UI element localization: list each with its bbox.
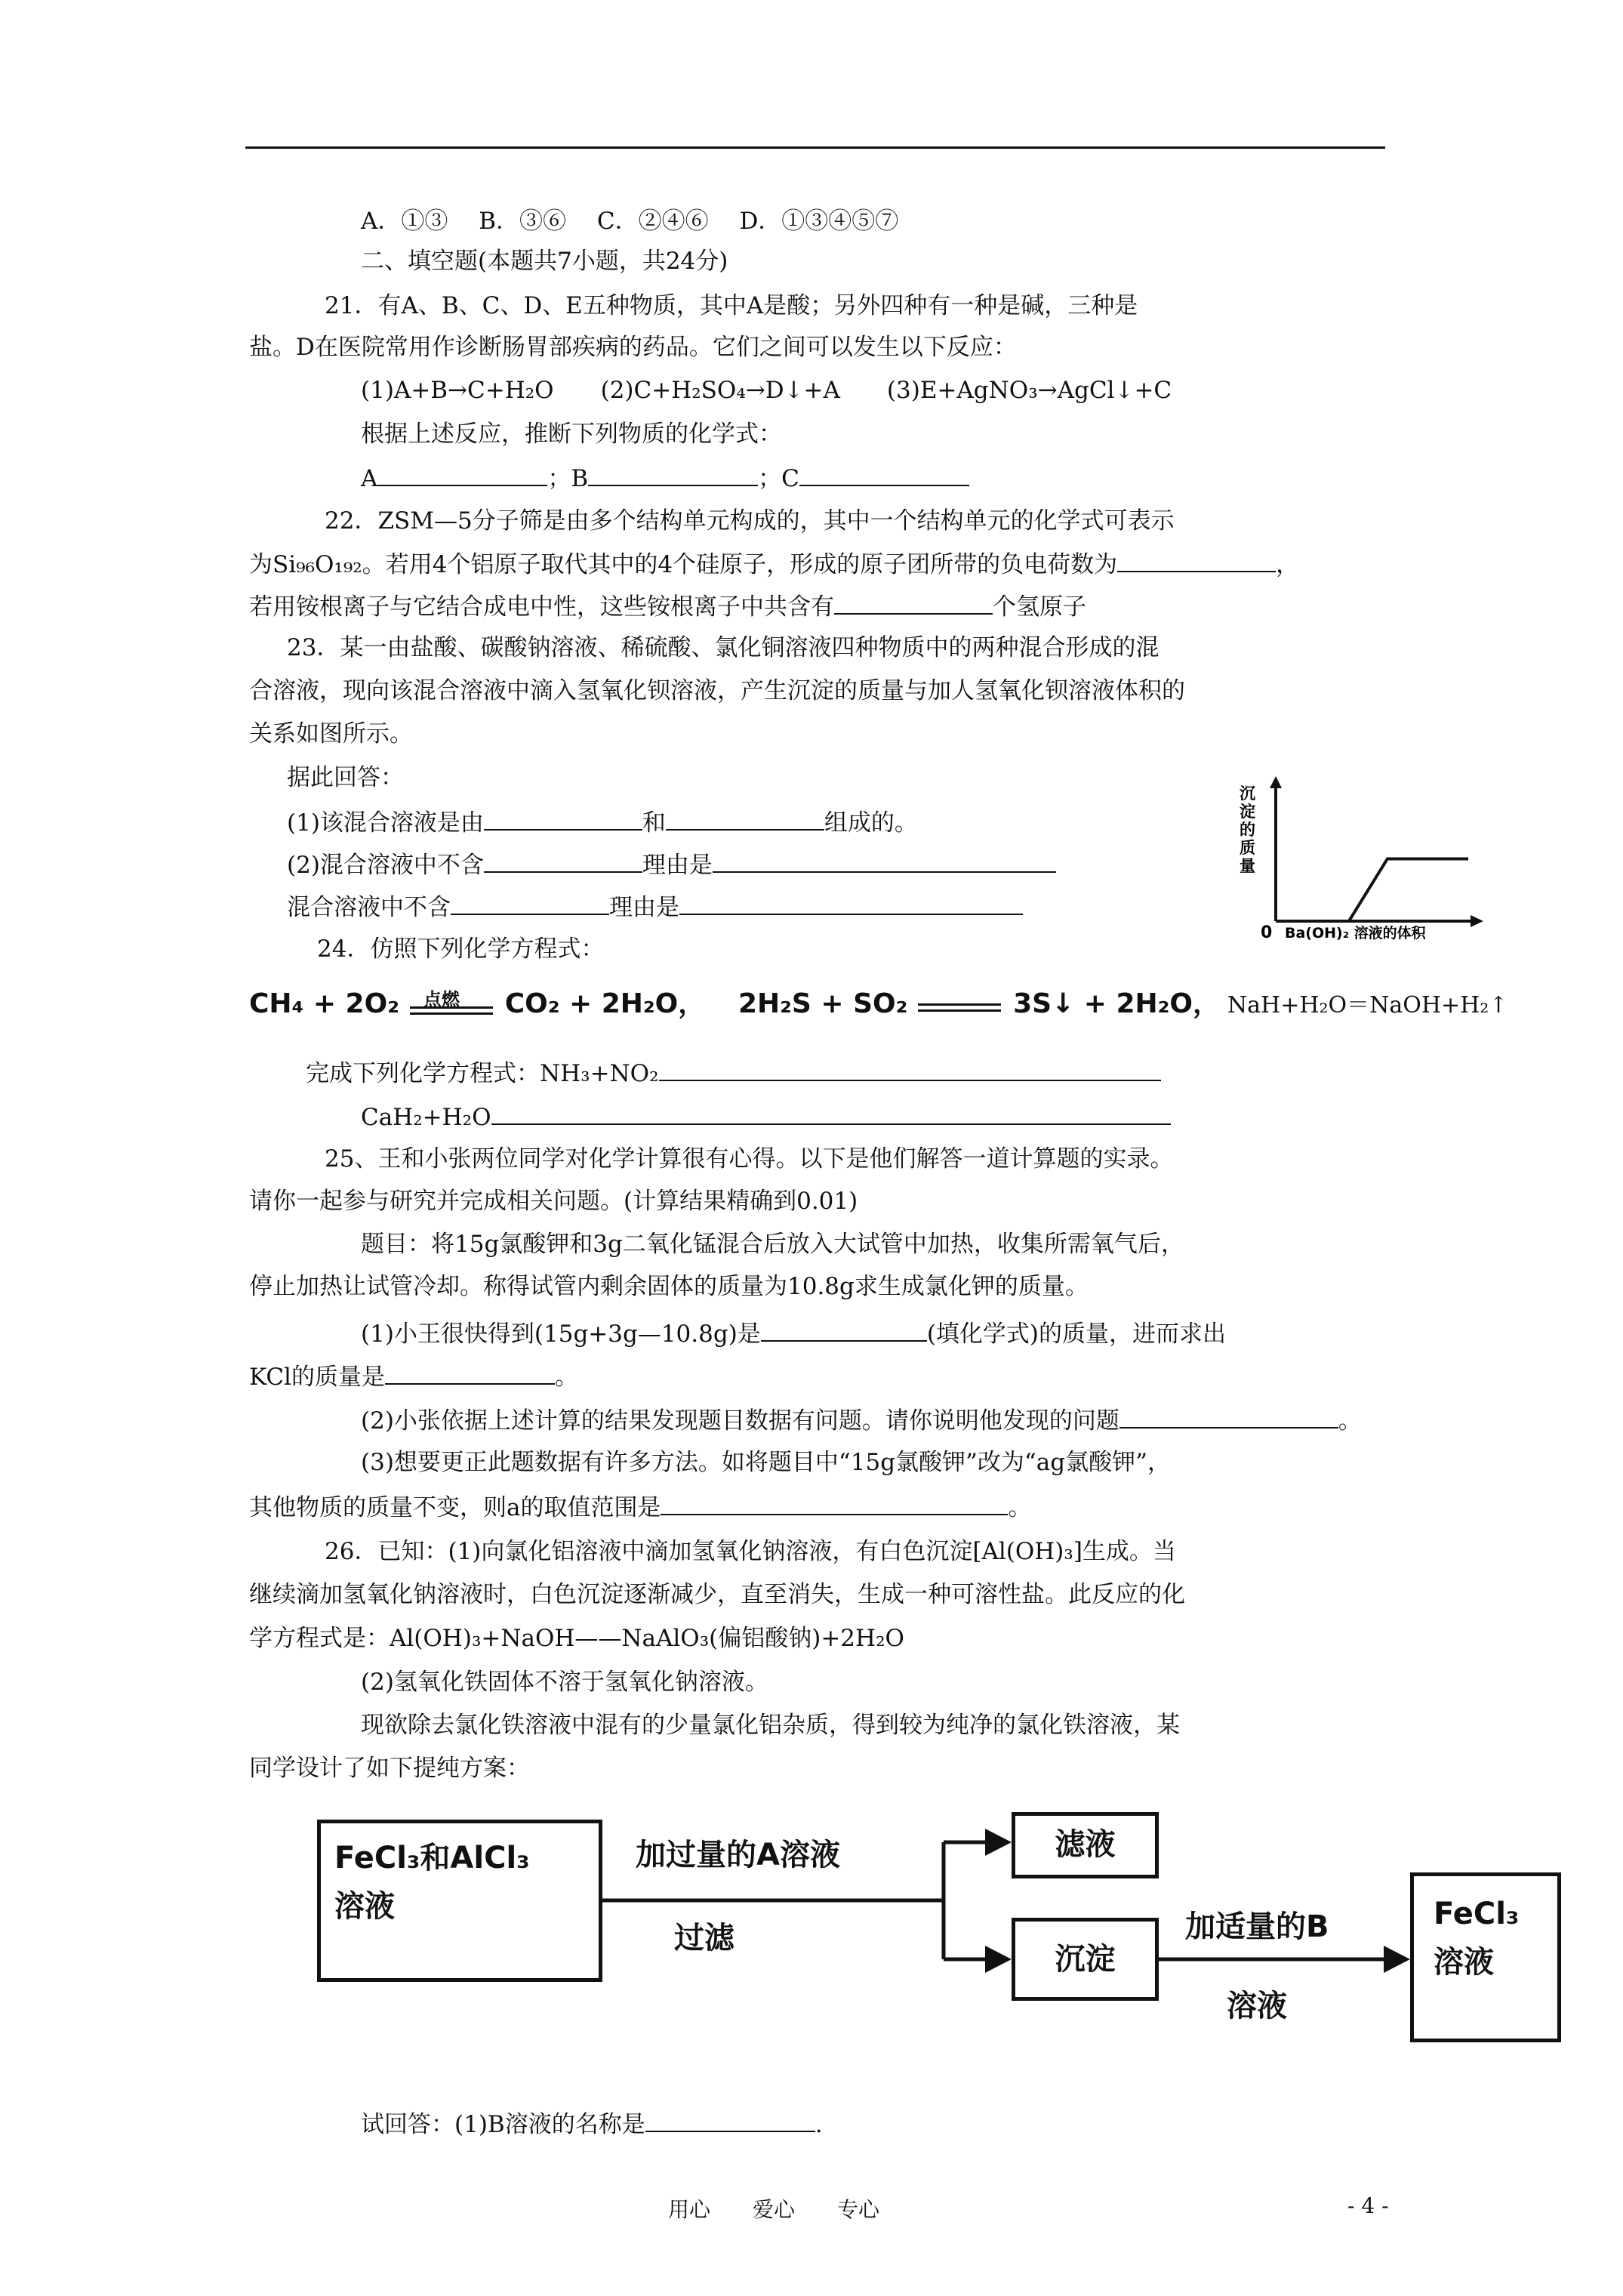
chart-y-axis-label-char: 沉 [1240,784,1255,803]
flow-box-filtrate: 滤液 [1012,1812,1159,1878]
q26-blank-b[interactable] [645,2108,815,2132]
q23-part3-b: 理由是 [609,894,679,921]
q25-part2-b: 。 [1338,1407,1362,1435]
q21-line2: 盐。D在医院常用作诊断肠胃部疾病的药品。它们之间可以发生以下反应： [249,334,1017,361]
chart-origin-label: 0 [1261,923,1273,942]
q21-prompt: 根据上述反应，推断下列物质的化学式： [361,421,782,448]
q25-line2: 请你一起参与研究并完成相关问题。(计算结果精确到0.01) [249,1188,858,1215]
q23-line2: 合溶液，现向该混合溶液中滴入氢氧化钡溶液，产生沉淀的质量与加人氢氧化钡溶液体积的 [249,677,1185,704]
chart-x-axis-label: Ba(OH)₂ 溶液的体积 [1285,925,1426,942]
footer-motto: 用心 爱心 专心 [668,2197,880,2222]
q21-label-b: ；B [547,465,589,492]
flow-end-line1: FeCl₃ [1434,1897,1520,1931]
q25-part3-b: 其他物质的质量不变，则a的取值范围是 [249,1494,661,1521]
flow-step2-bottom: 溶液 [1227,1989,1287,2023]
q22-line2-text: 为Si₉₆O₁₉₂。若用4个铝原子取代其中的4个硅原子，形成的原子团所带的负电荷数为 [249,551,1118,578]
q23-part1-a: (1)该混合溶液是由 [287,809,484,837]
q25-line3: 题目：将15g氯酸钾和3g二氧化锰混合后放入大试管中加热，收集所需氧气后， [361,1231,1184,1258]
q24-eq3: NaH+H₂O＝NaOH+H₂↑ [1227,992,1508,1019]
arrow-to-product-icon [1384,1946,1410,1973]
q26-answer [361,2108,823,2140]
q23-part1-b: 和 [642,809,666,837]
flow-box-start [317,1820,602,1982]
q24-eq2-right: 3S↓ + 2H₂O， [1013,988,1221,1019]
q24-title: 24．仿照下列化学方程式： [317,935,605,963]
q23-part2-b: 理由是 [642,852,713,879]
flow-step1-top: 加过量的A溶液 [636,1838,840,1872]
q22-line1: 22．ZSM—5分子筛是由多个结构单元构成的，其中一个结构单元的化学式可表示 [325,507,1175,535]
q22-line3-text: 若用铵根离子与它结合成电中性，这些铵根离子中共含有 [249,593,834,621]
q25-part1-d: 。 [554,1364,578,1391]
q25-part2-a: (2)小张依据上述计算的结果发现题目数据有问题。请你说明他发现的问题 [361,1407,1119,1435]
q20-options: A．①③ B．③⑥ C．②④⑥ D．①③④⑤⑦ [361,208,899,235]
q24-eq2-left: 2H₂S + SO₂ [738,988,908,1019]
q25-part1-a: (1)小王很快得到(15g+3g—10.8g)是 [361,1321,761,1348]
flow-box-product [1410,1872,1561,2042]
q25-part3-c: 。 [1008,1494,1032,1521]
q23-part2-a: (2)混合溶液中不含 [287,852,484,879]
q23-part1-c: 组成的。 [824,809,918,837]
q24-eq1-right: CO₂ + 2H₂O， [504,988,706,1019]
chart-y-axis-label-char: 质 [1240,839,1255,857]
q23-answer-prompt: 据此回答： [287,764,404,791]
q21-label-a: A [361,465,378,492]
q26-line1: 26．已知：(1)向氯化铝溶液中滴加氢氧化钠溶液，有白色沉淀[Al(OH)₃]生成。当 [325,1538,1176,1565]
flow-start-line2: 溶液 [334,1889,395,1924]
q25-line4: 停止加热让试管冷却。称得试管内剩余固体的质量为10.8g求生成氯化钾的质量。 [249,1273,1089,1300]
q25-line1: 25、王和小张两位同学对化学计算很有心得。以下是他们解答一道计算题的实录。 [325,1145,1174,1173]
chart-y-axis-label-char: 的 [1240,821,1255,839]
q23-line1: 23．某一由盐酸、碳酸钠溶液、稀硫酸、氯化铜溶液四种物质中的两种混合形成的混 [287,634,1160,661]
q26-line6: 同学设计了如下提纯方案： [249,1755,530,1782]
q25-part1-b: (填化学式)的质量，进而求出 [926,1321,1226,1348]
arrow-to-filtrate-icon [985,1829,1012,1856]
q23-part3-a: 混合溶液中不含 [287,894,451,921]
q24-eq1-left: CH₄ + 2O₂ [249,988,399,1019]
section-title: 二、填空题(本题共7小题，共24分) [361,248,728,275]
flow-end-line2: 溶液 [1434,1945,1494,1980]
q26-line2: 继续滴加氢氧化钠溶液时，白色沉淀逐渐减少，直至消失，生成一种可溶性盐。此反应的化 [249,1581,1185,1608]
q26-line5: 现欲除去氯化铁溶液中混有的少量氯化铝杂质，得到较为纯净的氯化铁溶液，某 [361,1712,1180,1739]
flow-step1-bottom: 过滤 [674,1921,735,1955]
flow-start-line1: FeCl₃和AlCl₃ [334,1841,530,1875]
flow-step2-top: 加适量的B [1185,1909,1329,1944]
q24-line2-text: CaH₂+H₂O [361,1104,491,1131]
q26-line4: (2)氢氧化铁固体不溶于氢氧化钠溶液。 [361,1669,768,1696]
q21-label-c: ；C [758,465,799,492]
chart-y-axis-label-char: 淀 [1240,803,1255,821]
q24-complete-prompt: 完成下列化学方程式：NH₃+NO₂ [306,1060,659,1087]
q22-line3-end: 个氢原子 [993,593,1086,621]
flow-box-precipitate: 沉淀 [1012,1918,1159,2001]
q26-line3: 学方程式是：Al(OH)₃+NaOH——NaAlO₃(偏铝酸钠)+2H₂O [249,1625,904,1652]
arrow-to-precipitate-icon [985,1946,1012,1973]
q24-eq1-condition: 点燃 [423,988,460,1010]
q23-line3: 关系如图所示。 [249,720,413,747]
q21-line1: 21．有A、B、C、D、E五种物质，其中A是酸；另外四种有一种是碱，三种是 [325,292,1138,319]
chart-y-axis-label-char: 量 [1240,857,1255,875]
q26-answer-text: 试回答：(1)B溶液的名称是 [361,2111,645,2138]
footer-page-number: - 4 - [1347,2193,1389,2218]
q25-part3: (3)想要更正此题数据有许多方法。如将题目中“15g氯酸钾”改为“ag氯酸钾”， [361,1449,1171,1476]
q21-reactions: (1)A+B→C+H₂O (2)C+H₂SO₄→D↓+A (3)E+AgNO₃→AgCl↓+C [361,377,1172,404]
q26-answer-end: . [815,2111,823,2138]
q25-part1-c: KCl的质量是 [249,1364,385,1391]
q22-line2-end: ， [1276,551,1300,578]
